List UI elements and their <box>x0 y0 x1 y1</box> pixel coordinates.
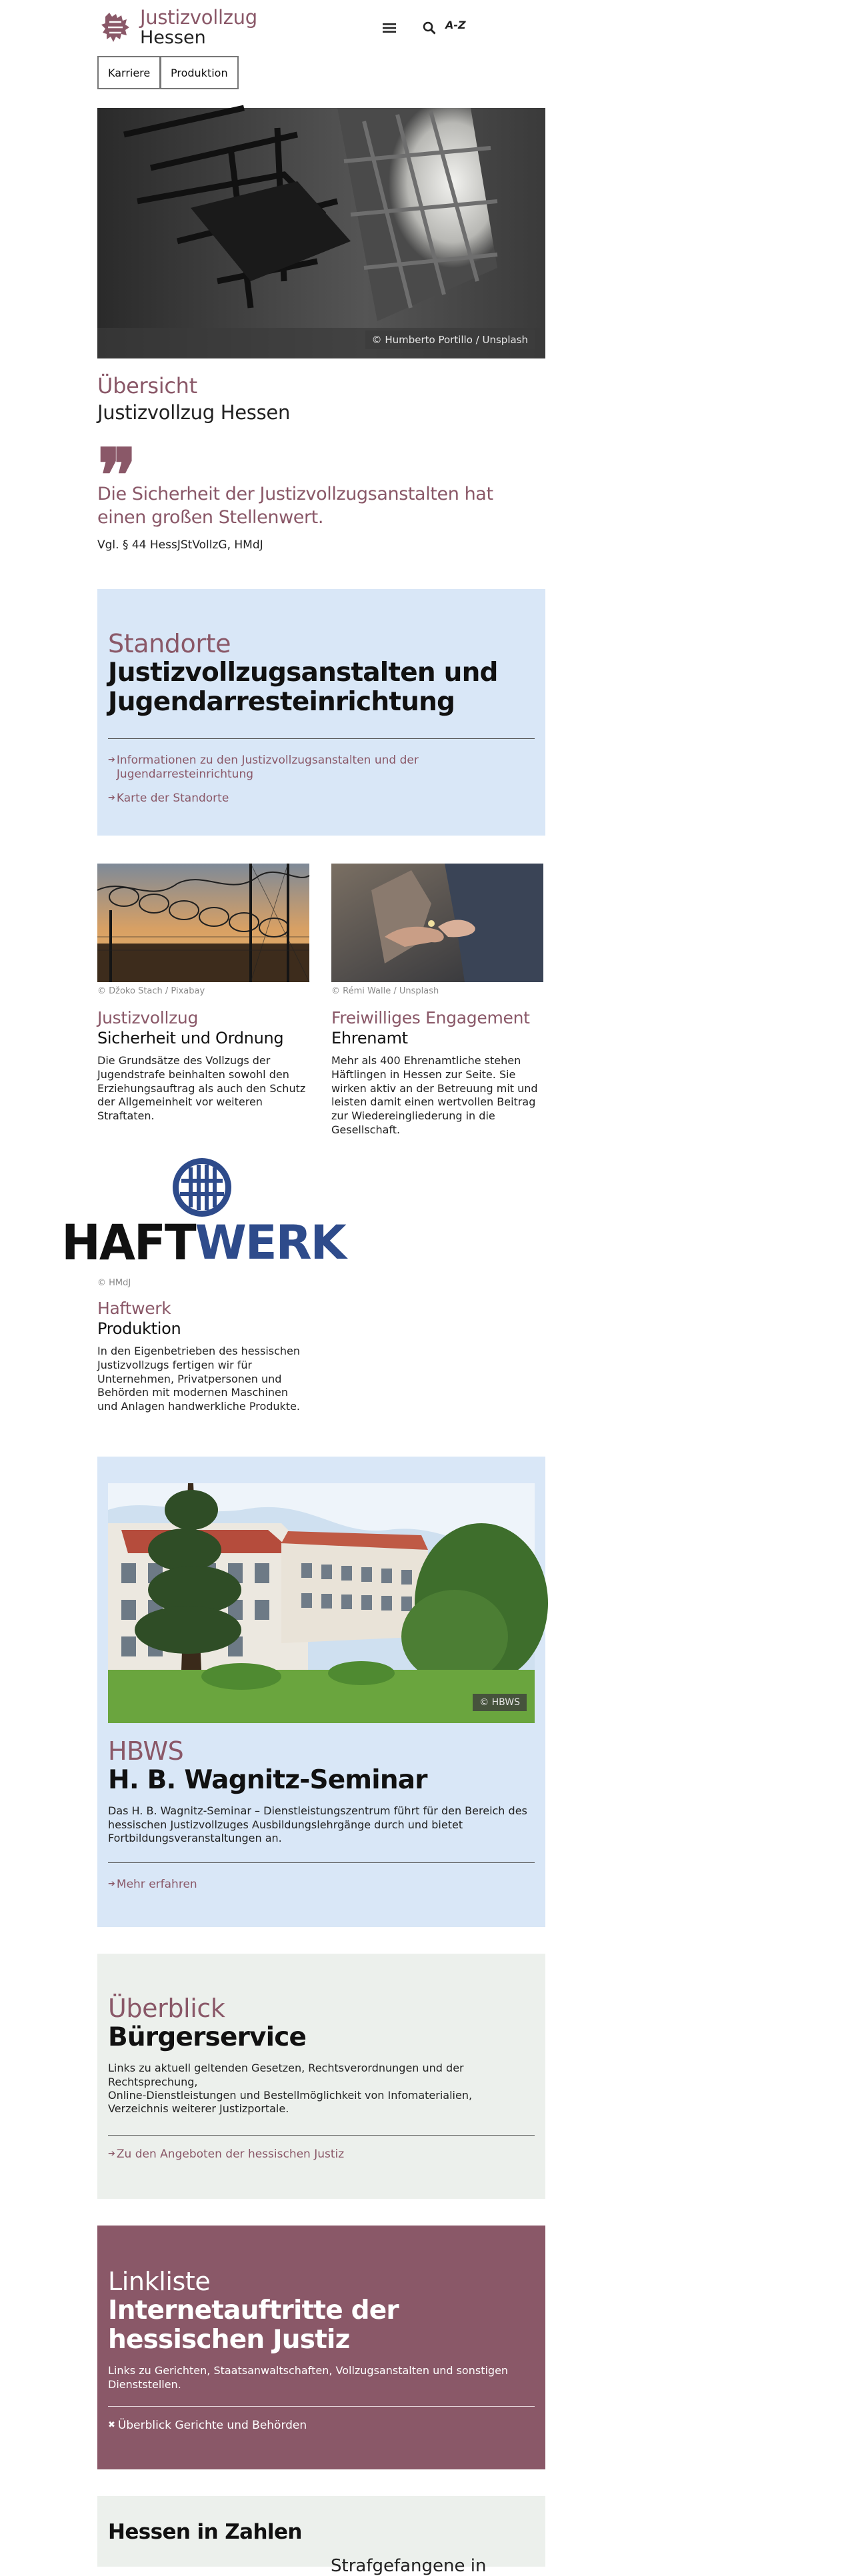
standorte-map-link[interactable] <box>108 792 535 806</box>
buergerservice-link[interactable] <box>108 2148 535 2162</box>
linkliste-kicker: Linkliste <box>108 2267 211 2296</box>
arrow-right-icon: ➔ <box>108 1879 115 1890</box>
card-title: Ehrenamt <box>331 1029 408 1047</box>
buergerservice-link-label: Zu den Angeboten der hessischen Justiz <box>116 2147 345 2161</box>
overview-heading <box>97 373 290 424</box>
divider <box>108 2135 535 2136</box>
linkliste-title: Internetauftritte der hessischen Justiz <box>108 2295 399 2355</box>
arrow-right-icon: ➔ <box>108 2148 115 2159</box>
buergerservice-body: Links zu aktuell geltenden Gesetzen, Rechtsverordnungen und der Rechtsprechung, Online-Dienstleistungen und Bestellmöglichkeit von Infomaterialien, Verzeichnis weiterer Justizportale. <box>108 2062 473 2116</box>
linkliste-teaser <box>97 2226 545 2469</box>
zahlen-title: Hessen in Zahlen <box>108 2520 302 2544</box>
hbws-image <box>108 1483 535 1723</box>
overview-kicker: Übersicht <box>97 373 197 398</box>
card-image-credit: © Džoko Stach / Pixabay <box>97 986 205 996</box>
hbws-image-credit: © HBWS <box>473 1694 527 1711</box>
close-x-icon: ✖ <box>108 2420 115 2431</box>
zahlen-stat-label: Strafgefangene in <box>331 2556 487 2576</box>
hbws-more-link[interactable] <box>108 1878 535 1892</box>
card-kicker: Haftwerk <box>97 1299 171 1318</box>
a-z-index-link[interactable]: A-Z <box>445 19 466 31</box>
card-body: Die Grundsätze des Vollzugs der Jugendstrafe beinhalten sowohl den Erziehungsauftrag als auch den Schutz der Allgemeinheit vor weiteren Straftaten. <box>97 1054 306 1123</box>
standorte-info-link[interactable] <box>108 754 421 782</box>
divider <box>108 1862 535 1863</box>
quote-mark-icon: ❞ <box>97 432 125 518</box>
card-image-hands <box>331 864 543 982</box>
arrow-right-icon: ➔ <box>108 792 115 803</box>
quicklink-produktion[interactable]: Produktion <box>160 56 239 89</box>
standorte-info-link-label: Informationen zu den Justizvollzugsanstalten und der Jugendarresteinrichtung <box>116 754 419 782</box>
hbws-teaser <box>97 1457 545 1927</box>
hamburger-menu-icon[interactable] <box>380 19 399 37</box>
overview-title: Justizvollzug Hessen <box>97 401 291 424</box>
hero-image-credit: © Humberto Portillo / Unsplash <box>365 330 535 349</box>
standorte-map-link-label: Karte der Standorte <box>116 791 229 805</box>
hessen-lion-icon <box>100 10 131 45</box>
divider <box>108 2406 535 2407</box>
card-image-credit: © HMdJ <box>97 1278 131 1288</box>
zahlen-section <box>97 2496 545 2576</box>
buergerservice-kicker: Überblick <box>108 1994 225 2023</box>
haftwerk-logo-text-2: WERK <box>195 1215 345 1270</box>
hbws-body: Das H. B. Wagnitz-Seminar – Dienstleistungszentrum führt für den Bereich des hessischen Justizvollzuges Ausbildungslehrgänge durch und bietet Fortbildungsveranstaltungen an. <box>108 1804 527 1844</box>
card-title: Produktion <box>97 1319 181 1338</box>
hero-image <box>97 108 545 358</box>
card-image-credit: © Rémi Walle / Unsplash <box>331 986 439 996</box>
quote-source: Vgl. § 44 HessJStVollzG, HMdJ <box>97 538 263 552</box>
card-title: Sicherheit und Ordnung <box>97 1029 284 1047</box>
card-haftwerk[interactable] <box>61 1153 345 1414</box>
arrow-right-icon: ➔ <box>108 755 115 766</box>
buergerservice-teaser <box>97 1954 545 2199</box>
haftwerk-logo-text-1: HAFT <box>61 1213 195 1272</box>
quote-text: Die Sicherheit der Justizvollzugsanstalten hat einen großen Stellenwert. <box>97 484 493 528</box>
logo-line-1: Justizvollzug <box>140 6 257 29</box>
logo-line-2: Hessen <box>140 27 206 48</box>
standorte-kicker: Standorte <box>108 629 231 658</box>
card-body: Mehr als 400 Ehrenamtliche stehen Häftlingen in Hessen zur Seite. Sie wirken aktiv an der Betreuung mit und leisten damit einen wertvollen Beitrag zur Wiedereingliederung in die Gesellschaft. <box>331 1054 538 1136</box>
hbws-more-link-label: Mehr erfahren <box>116 1878 197 1892</box>
card-ehrenamt[interactable] <box>331 864 543 1137</box>
hbws-kicker: HBWS <box>108 1736 184 1766</box>
card-image-barbed-wire <box>97 864 309 982</box>
haftwerk-logo <box>61 1153 345 1274</box>
linkliste-link[interactable] <box>108 2419 535 2433</box>
quicklink-karriere[interactable]: Karriere <box>97 56 161 89</box>
search-icon[interactable] <box>420 19 439 37</box>
card-sicherheit[interactable] <box>97 864 309 1123</box>
linkliste-link-label: Überblick Gerichte und Behörden <box>117 2419 307 2433</box>
site-logo[interactable] <box>100 8 257 47</box>
standorte-teaser <box>97 589 545 836</box>
card-kicker: Justizvollzug <box>97 1008 199 1027</box>
divider <box>108 738 535 739</box>
standorte-title: Justizvollzugsanstalten und Jugendarresteinrichtung <box>108 658 498 718</box>
linkliste-body: Links zu Gerichten, Staatsanwaltschaften, Vollzugsanstalten und sonstigen Dienststellen. <box>108 2364 509 2391</box>
hbws-title: H. B. Wagnitz-Seminar <box>108 1765 427 1795</box>
buergerservice-title: Bürgerservice <box>108 2022 307 2052</box>
card-body: In den Eigenbetrieben des hessischen Justizvollzugs fertigen wir für Unternehmen, Privatpersonen und Behörden mit modernen Maschinen und Anlagen handwerkliche Produkte. <box>97 1345 301 1413</box>
card-kicker: Freiwilliges Engagement <box>331 1008 530 1027</box>
